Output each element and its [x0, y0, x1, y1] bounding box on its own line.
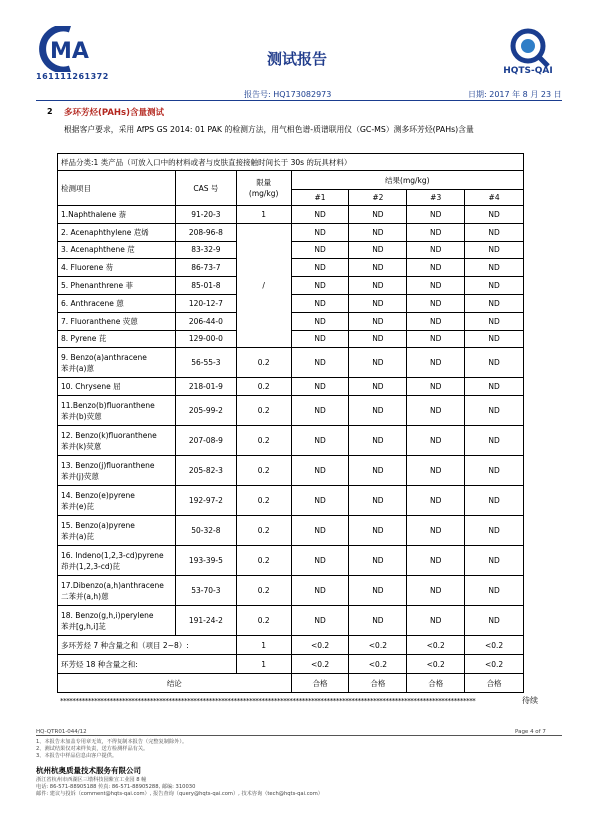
table-row — [58, 294, 524, 312]
result-cell: ND — [465, 456, 524, 486]
sample-header: #2 — [349, 190, 407, 206]
result-cell: ND — [407, 348, 465, 378]
result-cell: ND — [407, 486, 465, 516]
result-cell: ND — [407, 312, 465, 330]
sample-category: 样品分类:1 类产品（可放入口中的材料或者与皮肤直接接触时间长于 30s 的玩具材料） — [58, 154, 524, 171]
limit-value: 0.2 — [236, 576, 291, 606]
test-item — [58, 486, 176, 516]
test-item — [58, 426, 176, 456]
limit-value: 1 — [236, 636, 291, 655]
company-email: 邮件: 建议与投诉（comment@hqts-qai.com）, 报告查询（query@hqts-qai.com）, 技术咨询（tech@hqts-qai.com） — [36, 791, 323, 797]
result-cell: <0.2 — [349, 655, 407, 674]
cas-number: 206-44-0 — [175, 312, 236, 330]
category-row — [58, 154, 524, 171]
conclusion-cell: 合格 — [465, 674, 524, 693]
footnote: 1、本报告未加盖专用章无效，不得复制本报告（完整复制除外）。 — [36, 739, 188, 745]
conclusion-cell: 合格 — [291, 674, 349, 693]
result-cell: <0.2 — [465, 636, 524, 655]
cas-number: 53-70-3 — [175, 576, 236, 606]
continued-label: 待续 — [522, 696, 538, 705]
result-cell: <0.2 — [349, 636, 407, 655]
cas-number: 83-32-9 — [175, 241, 236, 259]
cas-number: 193-39-5 — [175, 546, 236, 576]
pah-results-table — [57, 153, 524, 693]
result-cell: ND — [465, 223, 524, 241]
limit-value: 0.2 — [236, 348, 291, 378]
limit-value: 0.2 — [236, 456, 291, 486]
result-cell: ND — [465, 546, 524, 576]
result-cell: ND — [349, 546, 407, 576]
result-cell: ND — [291, 312, 349, 330]
test-item-cn-name: 苯并(a)蒽 — [61, 363, 94, 373]
result-cell: <0.2 — [407, 636, 465, 655]
cas-number: 129-00-0 — [175, 330, 236, 348]
svg-text:MA: MA — [50, 39, 89, 64]
table-row — [58, 576, 524, 606]
result-cell: ND — [291, 576, 349, 606]
result-cell: ND — [291, 241, 349, 259]
result-cell: ND — [407, 516, 465, 546]
cas-number: 120-12-7 — [175, 294, 236, 312]
result-cell: ND — [465, 606, 524, 636]
test-item — [58, 223, 176, 241]
result-cell: ND — [349, 259, 407, 277]
table-row — [58, 206, 524, 224]
brand-name: HQTS-QAI — [503, 66, 553, 76]
result-cell: ND — [349, 223, 407, 241]
test-item — [58, 348, 176, 378]
cas-number: 192-97-2 — [175, 486, 236, 516]
test-item — [58, 259, 176, 277]
result-cell: ND — [465, 330, 524, 348]
cas-number: 91-20-3 — [175, 206, 236, 224]
result-cell: <0.2 — [465, 655, 524, 674]
sum7-label: 多环芳烃 7 种含量之和（项目 2~8）: — [58, 636, 237, 655]
sum18-row — [58, 655, 524, 674]
table-row — [58, 396, 524, 426]
result-cell: <0.2 — [291, 636, 349, 655]
test-item-name: 3. Acenaphthene 苊 — [61, 245, 135, 255]
form-code: HQ-QTR01-044/12 — [36, 729, 87, 735]
test-item — [58, 277, 176, 295]
result-cell: ND — [291, 277, 349, 295]
result-cell: ND — [291, 294, 349, 312]
test-item-name: 7. Fluoranthene 荧蒽 — [61, 316, 138, 326]
result-cell: ND — [407, 396, 465, 426]
result-cell: ND — [349, 330, 407, 348]
end-stars: ************************************************************************************************************************************** — [60, 697, 476, 705]
result-cell: ND — [349, 241, 407, 259]
header-result: 结果(mg/kg) — [291, 171, 523, 190]
company-contact: 电话: 86-571-88905188 传真: 86-571-88905288, 邮编: 310030 — [36, 784, 196, 790]
test-item-name: 15. Benzo(a)pyrene — [61, 520, 135, 530]
result-cell: <0.2 — [291, 655, 349, 674]
test-item-name: 1.Naphthalene 萘 — [61, 209, 127, 219]
result-cell: ND — [407, 378, 465, 396]
table-row — [58, 546, 524, 576]
section-description: 根据客户要求，采用 AfPS GS 2014: 01 PAK 的检测方法，用气相色谱-质谱联用仪（GC-MS）测多环芳烃(PAHs)含量 — [64, 125, 474, 134]
conclusion-row — [58, 674, 524, 693]
test-item-name: 8. Pyrene 芘 — [61, 334, 107, 344]
result-cell: ND — [349, 486, 407, 516]
test-item-cn-name: 二苯并(a,h)蒽 — [61, 591, 109, 601]
limit-value: 0.2 — [236, 546, 291, 576]
result-cell: ND — [291, 426, 349, 456]
test-item — [58, 456, 176, 486]
result-cell: <0.2 — [407, 655, 465, 674]
result-cell: ND — [291, 516, 349, 546]
result-cell: ND — [407, 241, 465, 259]
test-item — [58, 330, 176, 348]
report-title: 测试报告 — [266, 50, 327, 68]
conclusion-cell: 合格 — [407, 674, 465, 693]
test-item — [58, 206, 176, 224]
result-cell: ND — [291, 378, 349, 396]
result-cell: ND — [465, 206, 524, 224]
header-item: 检测项目 — [58, 171, 176, 206]
result-cell: ND — [349, 606, 407, 636]
test-item — [58, 516, 176, 546]
table-row — [58, 241, 524, 259]
test-item-name: 11.Benzo(b)fluoranthene — [61, 400, 155, 410]
result-cell: ND — [465, 378, 524, 396]
section-number: 2 — [47, 107, 53, 116]
limit-value: 0.2 — [236, 426, 291, 456]
test-item-name: 16. Indeno(1,2,3-cd)pyrene — [61, 550, 164, 560]
sum18-label: 环芳烃 18 种含量之和: — [58, 655, 237, 674]
test-item-cn-name: 茚并(1,2,3-cd)芘 — [61, 561, 121, 571]
test-item — [58, 241, 176, 259]
test-item-name: 9. Benzo(a)anthracene — [61, 352, 147, 362]
result-cell: ND — [291, 606, 349, 636]
test-item-name: 18. Benzo(g,h,i)perylene — [61, 610, 154, 620]
table-row — [58, 378, 524, 396]
table-row — [58, 277, 524, 295]
cas-number: 85-01-8 — [175, 277, 236, 295]
result-cell: ND — [291, 546, 349, 576]
result-cell: ND — [349, 294, 407, 312]
result-cell: ND — [465, 426, 524, 456]
test-item-cn-name: 苯并(k)荧蒽 — [61, 441, 102, 451]
result-cell: ND — [407, 330, 465, 348]
table-row — [58, 312, 524, 330]
result-cell: ND — [407, 456, 465, 486]
result-cell: ND — [465, 576, 524, 606]
table-row — [58, 426, 524, 456]
result-cell: ND — [407, 259, 465, 277]
cas-number: 50-32-8 — [175, 516, 236, 546]
test-item-cn-name: 苯并[g,h,i]苝 — [61, 621, 106, 631]
report-number: 报告号: HQ173082973 — [244, 90, 332, 99]
header-limit: 限量 (mg/kg) — [236, 171, 291, 206]
test-item — [58, 378, 176, 396]
footnote: 3、本报告中样品信息由客户提供。 — [36, 753, 118, 759]
result-cell: ND — [465, 241, 524, 259]
result-cell: ND — [349, 426, 407, 456]
result-cell: ND — [465, 312, 524, 330]
result-cell: ND — [349, 206, 407, 224]
test-item — [58, 606, 176, 636]
sum7-row — [58, 636, 524, 655]
test-item — [58, 576, 176, 606]
result-cell: ND — [407, 606, 465, 636]
cert-id: 161111261372 — [36, 72, 109, 81]
footer-divider — [36, 735, 562, 736]
table-row — [58, 606, 524, 636]
result-cell: ND — [407, 426, 465, 456]
limit-value: 0.2 — [236, 486, 291, 516]
result-cell: ND — [407, 277, 465, 295]
sample-header: #3 — [407, 190, 465, 206]
footnote: 2、测试结果仅对来样负责，送方检测样品有关。 — [36, 746, 149, 752]
result-cell: ND — [291, 348, 349, 378]
report-date: 日期: 2017 年 8 月 23 日 — [468, 90, 562, 99]
cas-number: 207-08-9 — [175, 426, 236, 456]
test-item-name: 12. Benzo(k)fluoranthene — [61, 430, 157, 440]
result-cell: ND — [349, 312, 407, 330]
result-cell: ND — [349, 277, 407, 295]
header-cas: CAS 号 — [175, 171, 236, 206]
test-item-name: 14. Benzo(e)pyrene — [61, 490, 135, 500]
result-cell: ND — [465, 348, 524, 378]
result-cell: ND — [407, 294, 465, 312]
table-row — [58, 330, 524, 348]
page-number: Page 4 of 7 — [515, 729, 546, 735]
result-cell: ND — [407, 546, 465, 576]
result-cell: ND — [349, 348, 407, 378]
result-cell: ND — [291, 486, 349, 516]
test-item — [58, 396, 176, 426]
result-cell: ND — [349, 576, 407, 606]
result-cell: ND — [349, 516, 407, 546]
test-item-name: 2. Acenaphthylene 苊烯 — [61, 227, 149, 237]
cas-number: 205-99-2 — [175, 396, 236, 426]
conclusion-cell: 合格 — [349, 674, 407, 693]
sample-header: #4 — [465, 190, 524, 206]
test-item-name: 10. Chrysene 屈 — [61, 382, 121, 392]
result-cell: ND — [465, 396, 524, 426]
table-row — [58, 516, 524, 546]
result-cell: ND — [291, 456, 349, 486]
result-cell: ND — [407, 206, 465, 224]
company-address: 浙江省杭州市西湖区三墩科技园紫宣工业园 8 幢 — [36, 777, 147, 783]
cas-number: 218-01-9 — [175, 378, 236, 396]
result-cell: ND — [291, 223, 349, 241]
result-cell: ND — [349, 396, 407, 426]
result-cell: ND — [349, 378, 407, 396]
test-item — [58, 546, 176, 576]
cas-number: 56-55-3 — [175, 348, 236, 378]
limit-value: 1 — [236, 206, 291, 224]
sample-header: #1 — [291, 190, 349, 206]
table-row — [58, 223, 524, 241]
result-cell: ND — [407, 576, 465, 606]
result-cell: ND — [465, 259, 524, 277]
result-cell: ND — [407, 223, 465, 241]
cas-number: 205-82-3 — [175, 456, 236, 486]
table-row — [58, 456, 524, 486]
limit-slash: / — [236, 223, 291, 348]
test-item-name: 13. Benzo(j)fluoranthene — [61, 460, 155, 470]
section-title: 多环芳烃(PAHs)含量测试 — [64, 108, 164, 118]
header-divider — [36, 100, 562, 101]
result-cell: ND — [465, 294, 524, 312]
table-row — [58, 348, 524, 378]
result-cell: ND — [465, 486, 524, 516]
test-item — [58, 312, 176, 330]
result-cell: ND — [291, 330, 349, 348]
table-row — [58, 259, 524, 277]
result-cell: ND — [349, 456, 407, 486]
result-cell: ND — [291, 259, 349, 277]
limit-value: 1 — [236, 655, 291, 674]
result-cell: ND — [465, 516, 524, 546]
test-item-cn-name: 苯并(b)荧蒽 — [61, 411, 102, 421]
test-item-name: 5. Phenanthrene 菲 — [61, 281, 134, 291]
company-name: 杭州杭奥质量技术服务有限公司 — [36, 766, 141, 775]
result-cell: ND — [291, 206, 349, 224]
hqts-logo-icon — [498, 26, 558, 70]
conclusion-label: 结论 — [58, 674, 292, 693]
result-cell: ND — [291, 396, 349, 426]
test-item-cn-name: 苯并(j)荧蒽 — [61, 471, 99, 481]
limit-value: 0.2 — [236, 606, 291, 636]
cas-number: 191-24-2 — [175, 606, 236, 636]
test-item-name: 6. Anthracene 蒽 — [61, 298, 124, 308]
limit-value: 0.2 — [236, 378, 291, 396]
test-item-name: 17.Dibenzo(a,h)anthracene — [61, 580, 164, 590]
header-row — [58, 171, 524, 190]
test-item — [58, 294, 176, 312]
test-item-name: 4. Fluorene 芴 — [61, 263, 114, 273]
limit-value: 0.2 — [236, 516, 291, 546]
test-item-cn-name: 苯并(e)芘 — [61, 501, 94, 511]
table-row — [58, 486, 524, 516]
cas-number: 208-96-8 — [175, 223, 236, 241]
cas-number: 86-73-7 — [175, 259, 236, 277]
result-cell: ND — [465, 277, 524, 295]
limit-value: 0.2 — [236, 396, 291, 426]
test-item-cn-name: 苯并(a)芘 — [61, 531, 94, 541]
